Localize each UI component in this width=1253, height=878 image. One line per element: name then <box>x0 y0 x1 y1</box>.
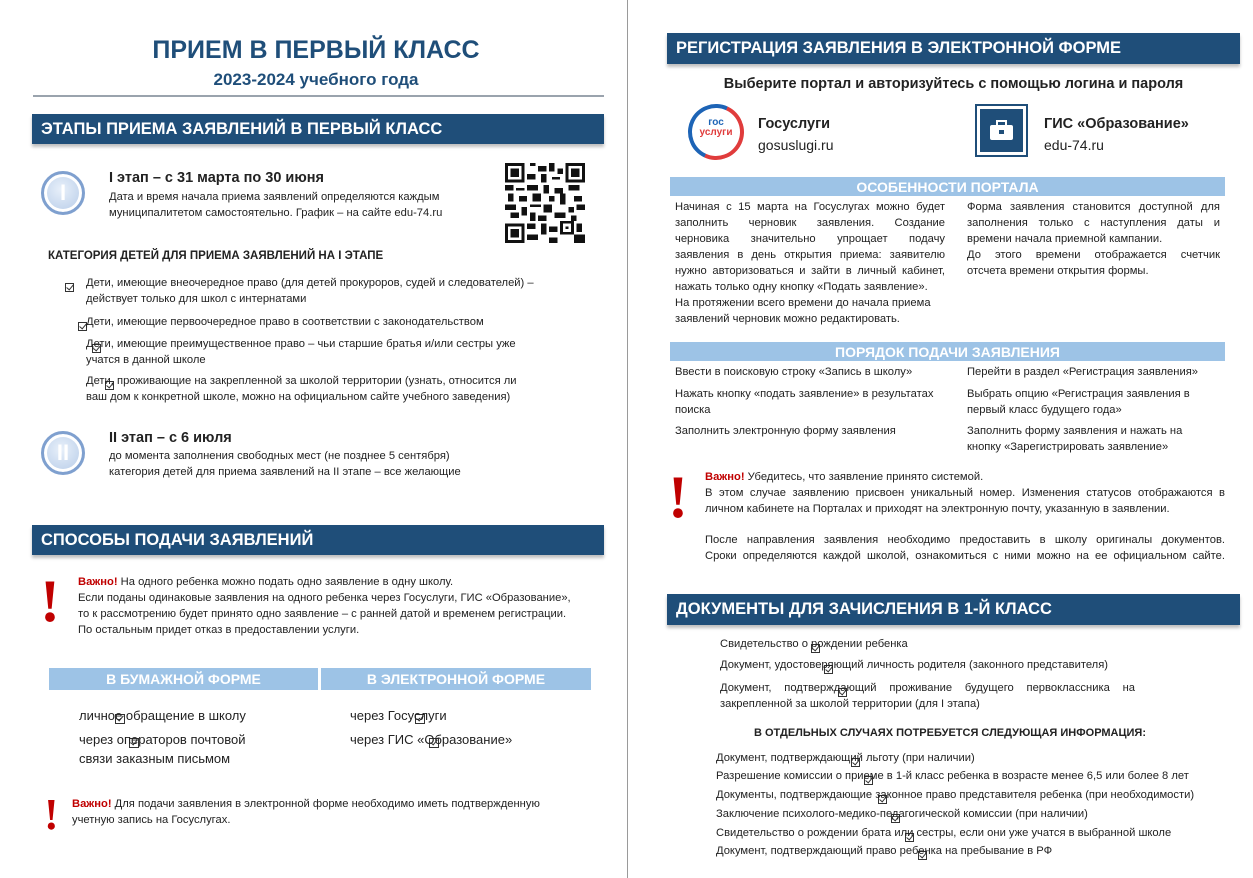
stage2-line2: категория детей для приема заявлений на II этапе – все желающие <box>109 466 461 478</box>
important-note-3: Важно! Убедитесь, что заявление принято системой. В этом случае заявлению присвоен уникальный номер. Изменения статусов отображаются в личном кабинете на Порталах и приходят на электронную почту, указанную в заявлении. После направления заявления необходимо предоставить в школу оригиналы документов. Сроки определяются каждой школой, ознакомиться с ними можно на ее официальном сайте. <box>705 471 1225 562</box>
stages-banner: ЭТАПЫ ПРИЕМА ЗАЯВЛЕНИЙ В ПЕРВЫЙ КЛАСС <box>32 114 604 144</box>
choose-portal-text: Выберите портал и авторизуйтесь с помощью логина и пароля <box>723 76 1184 92</box>
stage2-line1: до момента заполнения свободных мест (не позднее 5 сентября) <box>109 450 450 462</box>
documents-banner: ДОКУМЕНТЫ ДЛЯ ЗАЧИСЛЕНИЯ В 1-Й КЛАСС <box>667 594 1240 625</box>
methods-banner: СПОСОБЫ ПОДАЧИ ЗАЯВЛЕНИЙ <box>32 525 604 555</box>
procedure-step: Выбрать опцию «Регистрация заявления в первый класс будущего года» <box>967 388 1190 416</box>
page-subtitle: 2023-2024 учебного года <box>213 70 419 89</box>
page-title: ПРИЕМ В ПЕРВЫЙ КЛАСС <box>152 36 480 64</box>
important-note-1: Важно! На одного ребенка можно подать одно заявление в одну школу. Если поданы одинаковые заявления на одного ребенка через Госуслуги, ГИС «Образование», то к рассмотрению будет принято одно заявление – с ранней датой и временем регистрации. По остальным придет отказ в предоставлении услуги. <box>78 576 571 636</box>
stage1-line1: Дата и время начала приема заявлений определяются каждым <box>109 191 440 203</box>
page-divider <box>627 0 628 878</box>
stage2-heading: II этап – с 6 июля <box>109 430 232 446</box>
paper-form-header: В БУМАЖНОЙ ФОРМЕ <box>49 668 318 690</box>
exclamation-icon: ! <box>40 568 60 634</box>
paper-item: личное обращение в школу <box>79 708 246 723</box>
document-item: Документ, удостоверяющий личность родителя (законного представителя) <box>720 659 1108 671</box>
electronic-form-header: В ЭЛЕКТРОННОЙ ФОРМЕ <box>321 668 591 690</box>
special-item: Заключение психолого-медико-педагогической комиссии (при наличии) <box>716 808 1088 820</box>
exclamation-icon: ! <box>668 464 688 530</box>
category-item: Дети, проживающие на закрепленной за школой территории (узнать, относится ли ваш дом к конкретной школе, можно на официальном сайте учебного заведения) <box>86 375 517 403</box>
stage1-circle-icon: I <box>41 171 85 215</box>
special-item: Документ, подтверждающий льготу (при наличии) <box>716 752 975 764</box>
features-right-text: Форма заявления становится доступной для заполнения только с наступления даты и времени начала приемной кампании. До этого времени отображается счетчик отсчета времени открытия формы. <box>967 201 1220 277</box>
title-rule <box>33 95 604 97</box>
procedure-header: ПОРЯДОК ПОДАЧИ ЗАЯВЛЕНИЯ <box>670 342 1225 361</box>
paper-item: через операторов почтовой связи заказным письмом <box>79 732 246 766</box>
procedure-step: Заполнить электронную форму заявления <box>675 425 896 437</box>
stage1-heading: I этап – с 31 марта по 30 июня <box>109 170 324 186</box>
gis-education-logo[interactable] <box>975 104 1028 157</box>
procedure-step: Ввести в поисковую строку «Запись в школу» <box>675 366 913 378</box>
stage1-line2: муниципалитетом самостоятельно. График – на сайте edu-74.ru <box>109 207 443 219</box>
document-item: Свидетельство о рождении ребенка <box>720 638 908 650</box>
special-item: Свидетельство о рождении брата или сестры, если они уже учатся в выбранной школе <box>716 827 1172 839</box>
category-item: Дети, имеющие внеочередное право (для детей прокуроров, судей и следователей) – действует только для школ с интернатами <box>86 277 534 305</box>
registration-banner: РЕГИСТРАЦИЯ ЗАЯВЛЕНИЯ В ЭЛЕКТРОННОЙ ФОРМЕ <box>667 33 1240 64</box>
special-item: Разрешение комиссии о приеме в 1-й класс ребенка в возрасте менее 6,5 или более 8 лет <box>716 770 1189 782</box>
briefcase-icon <box>977 106 1026 155</box>
features-left-text: Начиная с 15 марта на Госуслугах можно будет заполнить черновик заявления. Создание черновика значительно упрощает подачу заявления в день открытия приема: заявителю нужно авторизоваться и зайти в личный кабинет, нажать только одну кнопку «Подать заявление». На протяжении всего времени до начала приема заявлений черновик можно редактировать. <box>675 201 945 325</box>
document-item: Документ, подтверждающий проживание будущего первоклассника на закрепленной за школой территории (для I этапа) <box>720 682 1135 710</box>
checkbox-icon <box>65 283 74 292</box>
features-header: ОСОБЕННОСТИ ПОРТАЛА <box>670 177 1225 196</box>
category-item: Дети, имеющие первоочередное право в соответствии с законодательством <box>86 316 484 328</box>
procedure-step: Перейти в раздел «Регистрация заявления» <box>967 366 1198 378</box>
gis-name: ГИС «Образование» <box>1044 116 1189 132</box>
special-item: Документ, подтверждающий право ребенка на пребывание в РФ <box>716 845 1053 857</box>
gosuslugi-url[interactable]: gosuslugi.ru <box>758 137 834 153</box>
important-note-2: Важно! Для подачи заявления в электронной форме необходимо иметь подтвержденную учетную запись на Госуслугах. <box>72 798 540 826</box>
procedure-step: Нажать кнопку «подать заявление» в результатах поиска <box>675 388 934 416</box>
gosuslugi-logo-text: гос услуги <box>699 117 733 138</box>
gis-url[interactable]: edu-74.ru <box>1044 137 1104 153</box>
category-item: Дети, имеющие преимущественное право – чьи старшие братья и/или сестры уже учатся в данной школе <box>86 338 516 366</box>
gosuslugi-name: Госуслуги <box>758 116 831 132</box>
electronic-item: через ГИС «Образование» <box>350 732 513 747</box>
exclamation-icon: ! <box>44 790 59 839</box>
special-item: Документы, подтверждающие законное право представителя ребенка (при необходимости) <box>716 789 1195 801</box>
stage2-circle-icon: II <box>41 431 85 475</box>
category-heading: КАТЕГОРИЯ ДЕТЕЙ ДЛЯ ПРИЕМА ЗАЯВЛЕНИЙ НА I ЭТАПЕ <box>48 250 384 262</box>
special-heading: В ОТДЕЛЬНЫХ СЛУЧАЯХ ПОТРЕБУЕТСЯ СЛЕДУЮЩАЯ ИНФОРМАЦИЯ: <box>754 727 1147 739</box>
qr-code-icon <box>505 163 585 243</box>
procedure-step: Заполнить форму заявления и нажать на кнопку «Зарегистрировать заявление» <box>967 425 1183 453</box>
electronic-item: через Госуслуги <box>350 708 447 723</box>
